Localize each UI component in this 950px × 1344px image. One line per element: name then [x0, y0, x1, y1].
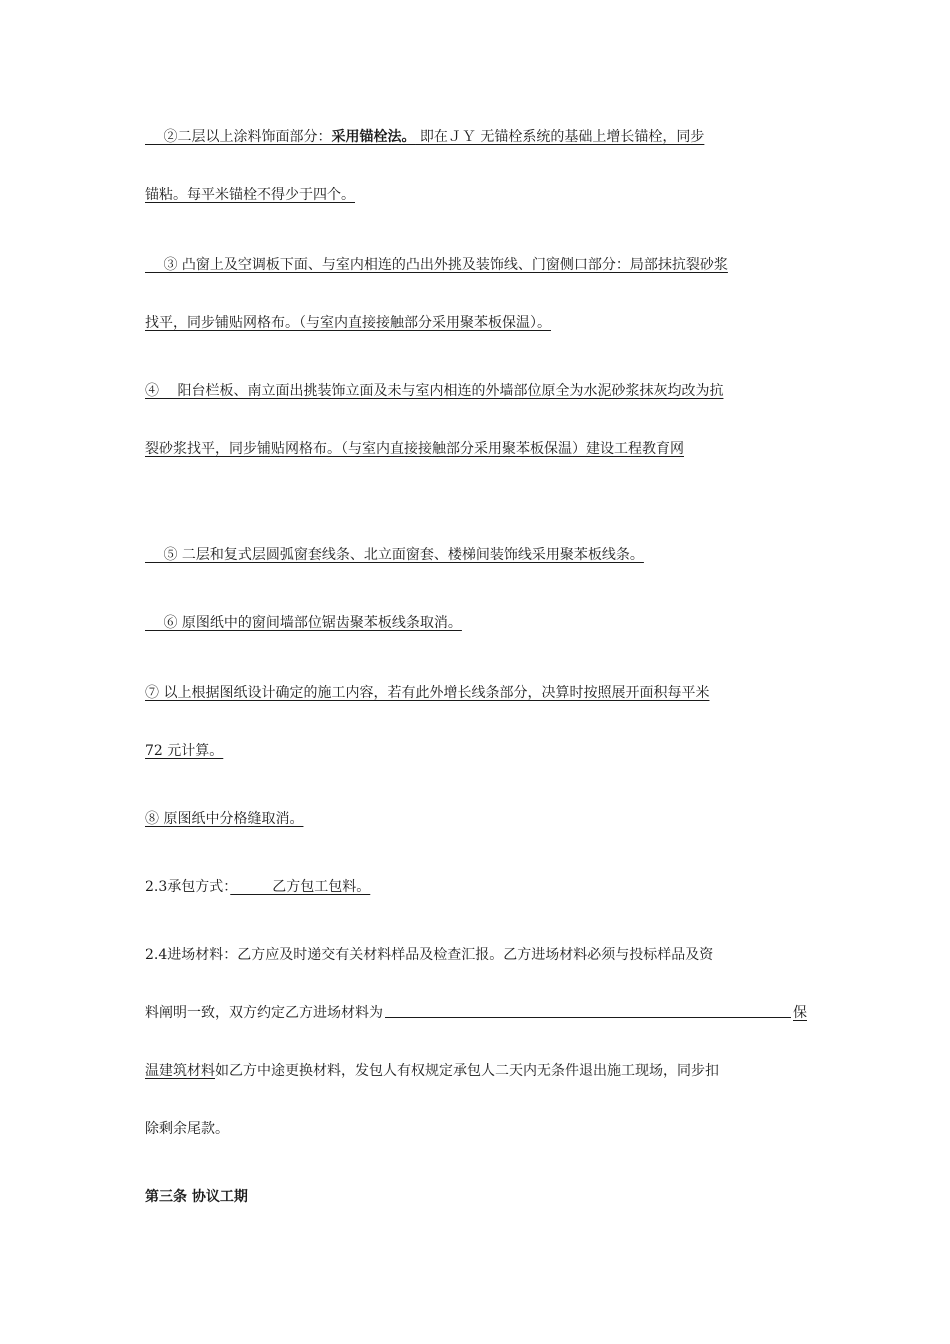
section-2-4-line-2-tail: 保 [793, 1005, 807, 1021]
item-3-line-1: ③ 凸窗上及空调板下面、与室内相连的凸出外挑及装饰线、门窗侧口部分：局部抹抗裂砂浆 [145, 257, 728, 273]
section-2-4-line-2 [145, 1003, 807, 1023]
item-2-prefix: ②二层以上涂料饰面部分： [145, 129, 332, 145]
item-5: ⑤ 二层和复式层圆弧窗套线条、北立面窗套、楼梯间装饰线采用聚苯板线条。 [145, 547, 644, 563]
item-2-bold: 采用锚栓法。 [331, 129, 416, 145]
item-3-line-2: 找平，同步铺贴网格布。（与室内直接接触部分采用聚苯板保温）。 [145, 315, 551, 331]
item-7-line-2: 72 元计算。 [145, 743, 224, 759]
item-2-line-2: 锚粘。每平米锚栓不得少于四个。 [145, 187, 355, 203]
section-2-4-line-1: 2.4进场材料：乙方应及时递交有关材料样品及检查汇报。乙方进场材料必须与投标样品及资 [145, 947, 714, 963]
section-2-4-line-4: 除剩余尾款。 [145, 1121, 229, 1137]
item-4-line-1: ④ 阳台栏板、南立面出挑装饰立面及未与室内相连的外墙部位原全为水泥砂浆抹灰均改为抗 [145, 383, 724, 399]
item-6: ⑥ 原图纸中的窗间墙部位锯齿聚苯板线条取消。 [145, 615, 462, 631]
item-2-line-1 [145, 127, 704, 147]
item-2-rest: 即在ＪＹ 无锚栓系统的基础上增长锚栓，同步 [415, 129, 705, 145]
item-8: ⑧ 原图纸中分格缝取消。 [145, 811, 304, 827]
section-2-3-value: 乙方包工包料。 [230, 879, 371, 895]
item-4-line-2: 裂砂浆找平，同步铺贴网格布。（与室内直接接触部分采用聚苯板保温）建设工程教育网 [145, 441, 684, 457]
material-name: 温建筑材料 [145, 1063, 215, 1079]
blank-fill-line [385, 1003, 791, 1018]
section-2-4-line-3-rest: 如乙方中途更换材料，发包人有权规定承包人二天内无条件退出施工现场，同步扣 [215, 1063, 719, 1079]
section-2-4-line-2-text: 料阐明一致，双方约定乙方进场材料为 [145, 1005, 383, 1021]
section-2-3 [145, 877, 370, 897]
section-2-4-line-3 [145, 1061, 719, 1081]
section-2-3-label: 2.3承包方式： [145, 879, 231, 895]
section-3-heading: 第三条 协议工期 [145, 1189, 248, 1205]
item-7-line-1: ⑦ 以上根据图纸设计确定的施工内容，若有此外增长线条部分，决算时按照展开面积每平米 [145, 685, 710, 701]
